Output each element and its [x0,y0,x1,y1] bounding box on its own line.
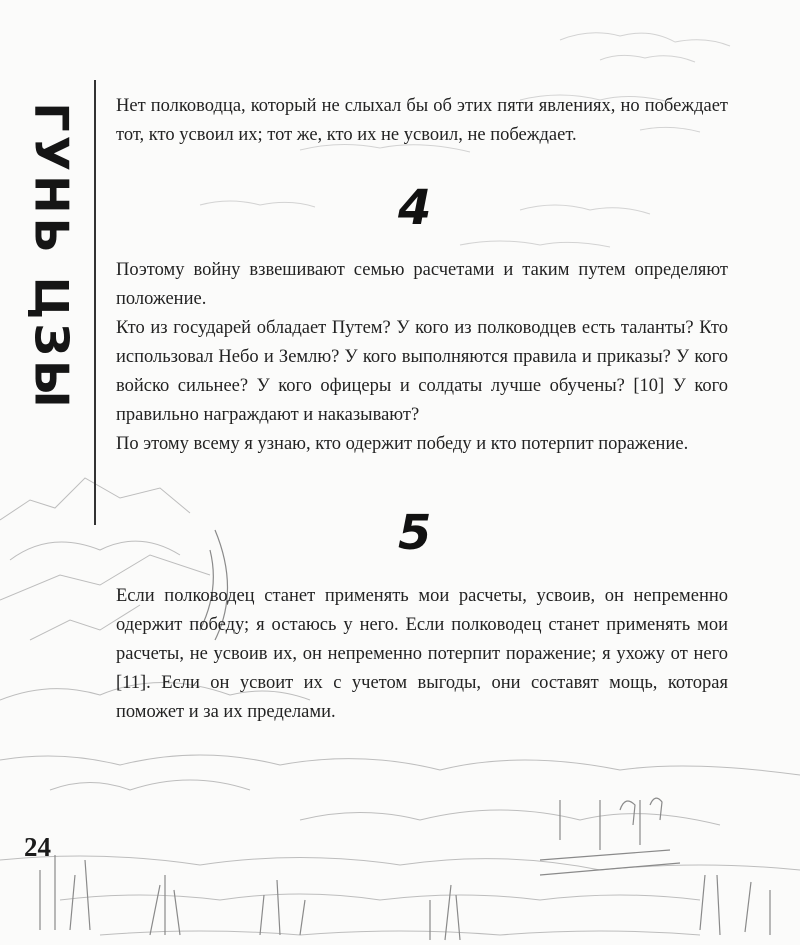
section-number-4: 4 [398,180,432,236]
section-4-paragraph-2: Кто из государей обладает Путем? У кого из полководцев есть таланты? Кто использовал Небо и Землю? У кого выполняются правила и приказы? У кого войско сильнее? У кого офицеры и солдаты лучше обучены? [10] У кого правильно награждают и наказывают? [116,318,728,425]
book-title-text: ГУНЬ ЦЗЫ [25,102,79,412]
paragraph-intro: Нет полководца, который не слыхал бы об этих пяти явлениях, но побеждает тот, кто усвоил их; тот же, кто их не усвоил, не побеждает. [116,96,728,145]
page-number: 24 [24,832,51,862]
section-4-paragraph-3: По этому всему я узнаю, кто одержит победу и кто потерпит поражение. [116,434,689,454]
vertical-book-title [22,92,82,422]
section-4-paragraph-1: Поэтому войну взвешивают семью расчетами и таким путем определяют положение. [116,260,728,309]
section-4-body [116,256,728,459]
vertical-divider [94,80,96,525]
section-5-paragraph-1: Если полководец станет применять мои расчеты, усвоив, он непременно одержит победу; я остаюсь у него. Если полководец станет применять мои расчеты, не усвоив их, он непременно потерпит поражение; я ухожу от него [11]. Если он усвоит их с учетом выгоды, они составят мощь, которая поможет и за их пределами. [116,586,728,722]
section-number-5: 5 [398,505,432,561]
